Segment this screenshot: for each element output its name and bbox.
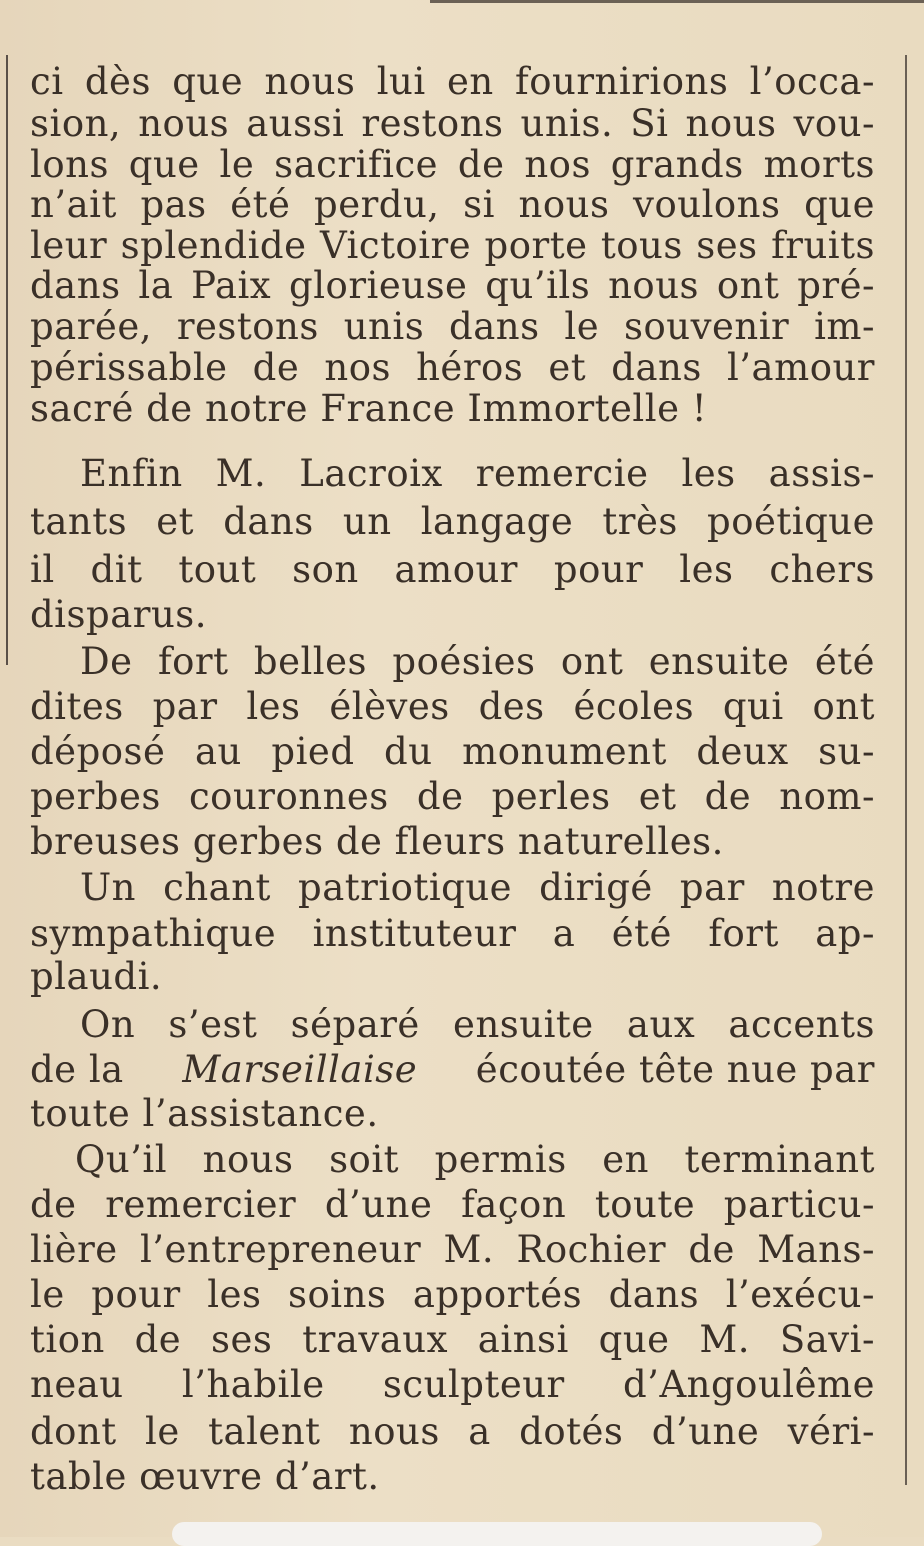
italic-title-marseillaise: Marseillaise [182,1048,418,1091]
text-line: n’ait pas été perdu, si nous voulons que [30,183,875,226]
text-line: breuses gerbes de fleurs naturelles. [30,820,724,863]
text-line: neau l’habile sculpteur d’Angoulême [30,1363,875,1406]
text-line: leur splendide Victoire porte tous ses fruits [30,224,875,267]
right-column-rule [905,55,907,1485]
text-line: il dit tout son amour pour les chers [30,548,875,591]
text-line: dans la Paix glorieuse qu’ils nous ont pré- [30,264,875,307]
paragraph-start-line: De fort belles poésies ont ensuite été [80,640,875,683]
text-line: toute l’assistance. [30,1092,379,1135]
text-line: disparus. [30,593,208,636]
text-line: dont le talent nous a dotés d’une véri- [30,1410,875,1453]
text-line: déposé au pied du monument deux su- [30,730,875,773]
paragraph-start-line: On s’est séparé ensuite aux accents [80,1003,875,1046]
left-column-rule [6,55,8,665]
text-segment: écoutée tête nue par [475,1048,875,1091]
viewer-bottom-bar[interactable] [172,1522,822,1546]
paragraph-start-line: Un chant patriotique dirigé par notre [80,866,875,909]
text-line-with-italic [30,1048,875,1092]
text-segment: de la [30,1048,124,1091]
text-line: tion de ses travaux ainsi que M. Savi- [30,1318,875,1361]
text-line: le pour les soins apportés dans l’exécu- [30,1273,875,1316]
text-line: lière l’entrepreneur M. Rochier de Mans- [30,1228,875,1271]
text-line: plaudi. [30,955,163,998]
text-line: parée, restons unis dans le souvenir im- [30,305,875,348]
paragraph-start-line: Enfin M. Lacroix remercie les assis- [80,452,875,495]
text-line: tants et dans un langage très poétique [30,500,875,543]
text-line: sacré de notre France Immortelle ! [30,387,708,430]
text-line: sion, nous aussi restons unis. Si nous vou- [30,102,875,145]
text-line: table œuvre d’art. [30,1455,380,1498]
text-line: sympathique instituteur a été fort ap- [30,912,875,955]
text-line: périssable de nos héros et dans l’amour [30,346,875,389]
text-line: lons que le sacrifice de nos grands morts [30,143,875,186]
top-column-rule [430,0,924,3]
paragraph-start-line: Qu’il nous soit permis en terminant [75,1138,875,1181]
text-line: de remercier d’une façon toute particu- [30,1183,875,1226]
text-line: ci dès que nous lui en fournirions l’occa- [30,60,875,103]
text-line: perbes couronnes de perles et de nom- [30,775,875,818]
text-line: dites par les élèves des écoles qui ont [30,685,875,728]
